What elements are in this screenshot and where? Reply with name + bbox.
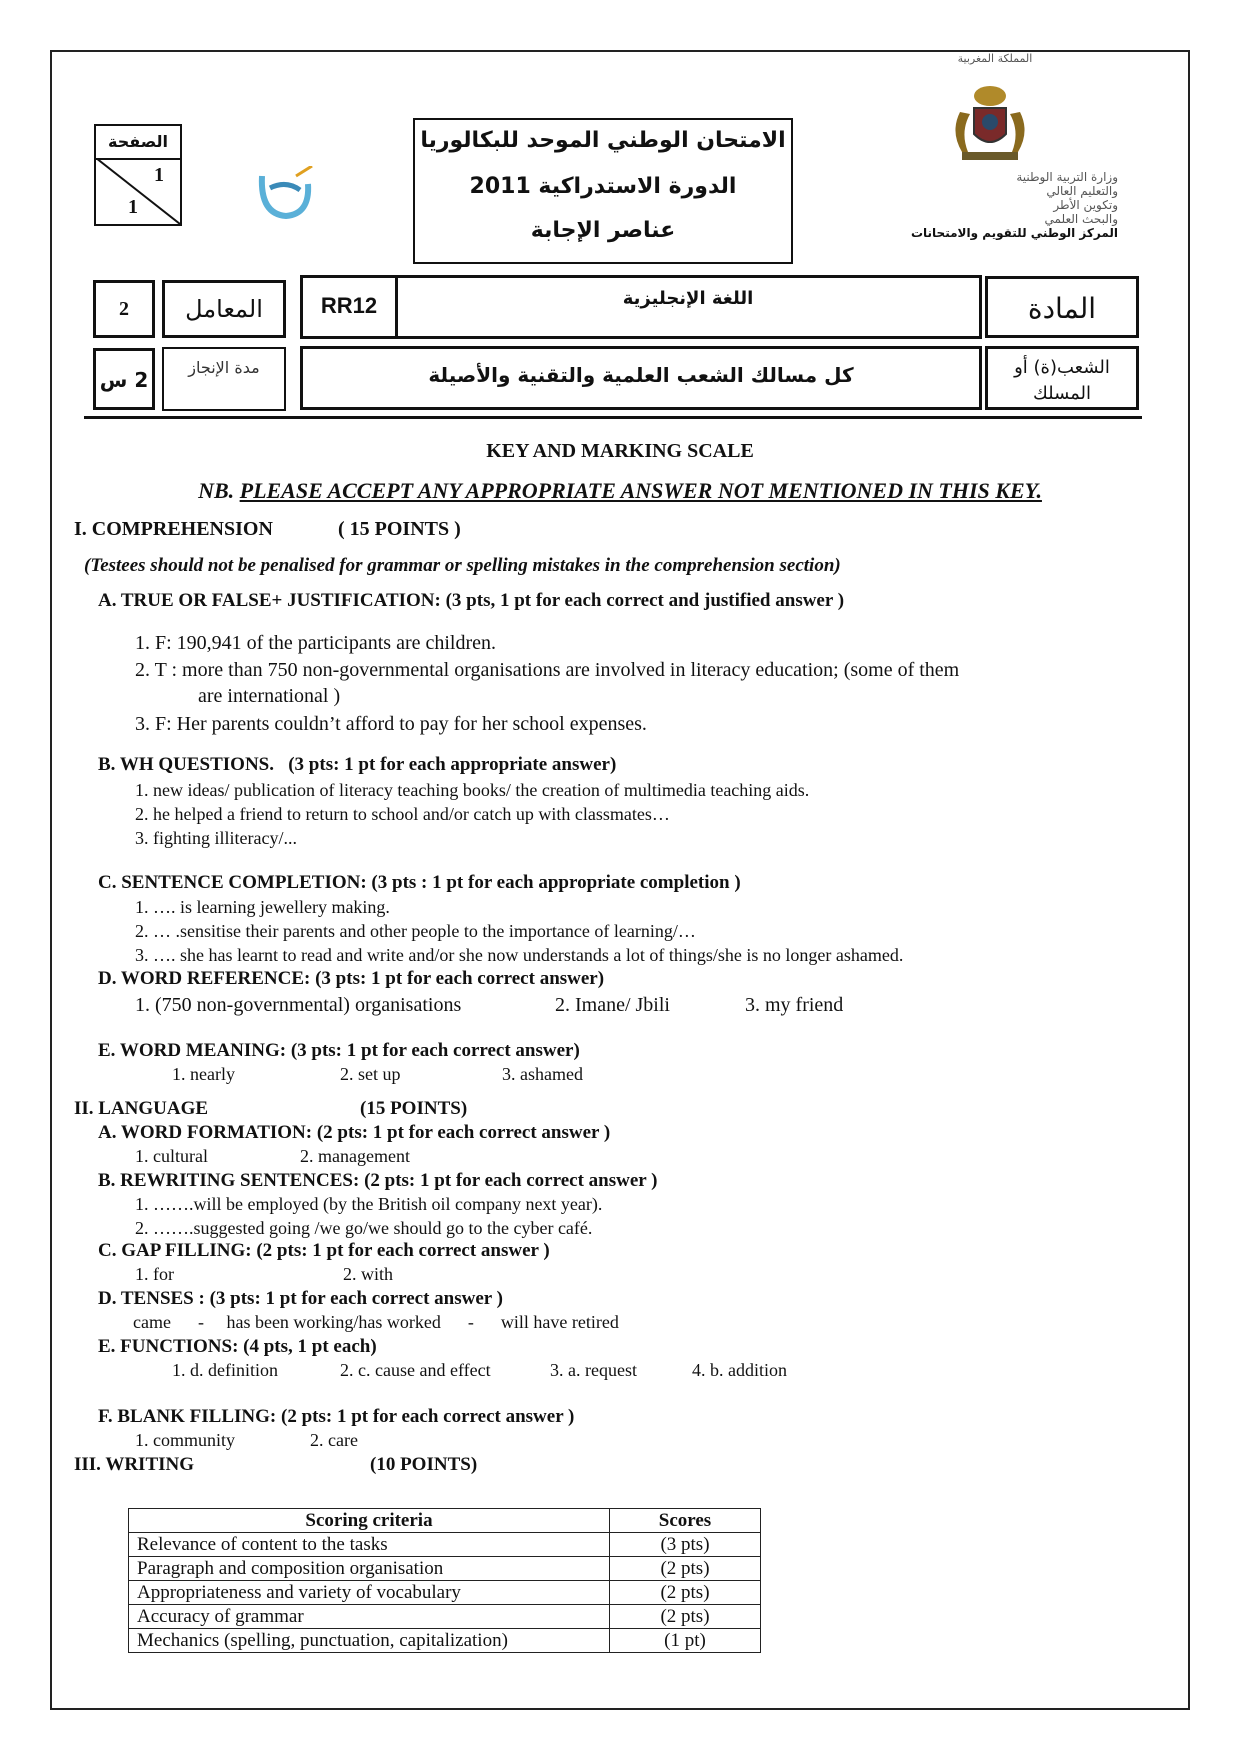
answer-line: 3. fighting illiteracy/... [135, 828, 297, 848]
criterion-cell: Relevance of content to the tasks [129, 1533, 610, 1557]
answer-elements: عناصر الإجابة [530, 218, 676, 243]
duration-label-box [162, 347, 286, 411]
score-cell: (2 pts) [610, 1581, 761, 1605]
subsection-heading: E. FUNCTIONS: (4 pts, 1 pt each) [98, 1336, 377, 1357]
answer-line: 2. Imane/ Jbili [555, 994, 670, 1016]
subsection-title: B. WH QUESTIONS. [98, 754, 274, 775]
answer-line: 3. F: Her parents couldn’t afford to pay for her school expenses. [135, 713, 647, 735]
subsection-heading: D. WORD REFERENCE: (3 pts: 1 pt for each correct answer) [98, 968, 605, 989]
column-header: Scoring criteria [129, 1509, 610, 1533]
answer-line: 1. community [135, 1430, 235, 1450]
subsection-heading: A. WORD FORMATION: (2 pts: 1 pt for each correct answer ) [98, 1122, 611, 1143]
subsection-heading: B. REWRITING SENTENCES: (2 pts: 1 pt for each correct answer ) [98, 1170, 658, 1191]
page-number-box [94, 124, 182, 226]
duration-label: مدة الإنجاز [188, 358, 260, 377]
subject-name: اللغة الإنجليزية [622, 288, 754, 309]
ministry-block [870, 170, 1118, 240]
branch-box [300, 346, 982, 410]
ministry-line: وتكوين الأطر [1053, 198, 1118, 212]
ministry-line: والبحث العلمي [1044, 212, 1118, 226]
score-cell: (1 pt) [610, 1629, 761, 1653]
table-row [129, 1533, 761, 1557]
answer-line: 1. …. is learning jewellery making. [135, 897, 390, 917]
answer-line: 2. T : more than 750 non-governmental organisations are involved in literacy education; (some of them [135, 659, 960, 681]
header-rule [84, 416, 1142, 419]
answer-line: 2. …….suggested going /we go/we should go to the cyber café. [135, 1218, 593, 1238]
answer-line: 2. care [310, 1430, 358, 1450]
diagonal-divider [96, 158, 180, 224]
answer-line: 2. … .sensitise their parents and other people to the importance of learning/… [135, 921, 696, 941]
answer-line: came - has been working/has worked - will have retired [133, 1312, 619, 1332]
coef-value: 2 [119, 298, 129, 320]
subsection-heading [98, 754, 616, 776]
answer-line: 1. nearly [172, 1064, 235, 1084]
coef-value-box [93, 280, 155, 338]
section-heading: I. COMPREHENSION [74, 518, 273, 540]
page-title: KEY AND MARKING SCALE [486, 440, 754, 462]
section-points: ( 15 POINTS ) [338, 518, 461, 540]
duration-value-box [93, 348, 155, 410]
subject-label-box [985, 276, 1139, 338]
page-total: 1 [128, 196, 138, 218]
subsection-heading: A. TRUE OR FALSE+ JUSTIFICATION: (3 pts, 1 pt for each correct and justified answer ) [98, 590, 845, 611]
section-heading: III. WRITING [74, 1454, 195, 1475]
code-box [303, 278, 398, 336]
score-cell: (2 pts) [610, 1557, 761, 1581]
subject-label: المادة [1027, 292, 1097, 325]
section-points: (15 POINTS) [360, 1098, 468, 1119]
logo-icon [256, 166, 316, 224]
nb-text: PLEASE ACCEPT ANY APPROPRIATE ANSWER NOT MENTIONED IN THIS KEY. [239, 478, 1042, 503]
page-number: 1 [154, 164, 164, 186]
answer-line: 3. my friend [745, 994, 844, 1016]
coef-label-box [162, 280, 286, 338]
subsection-heading: C. GAP FILLING: (2 pts: 1 pt for each correct answer ) [98, 1240, 550, 1261]
ministry-line: وزارة التربية الوطنية [1016, 170, 1118, 184]
subject-code: RR12 [320, 293, 378, 318]
table-row [129, 1581, 761, 1605]
duration-value: 2 س [99, 368, 149, 392]
answer-line: 1. cultural [135, 1146, 208, 1166]
branch-label: الشعب(ة) أو المسلك [1014, 357, 1110, 404]
exam-session: الدورة الاستدراكية 2011 [469, 174, 737, 199]
exam-title: الامتحان الوطني الموحد للبكالوريا [420, 128, 786, 153]
scoring-table [128, 1508, 761, 1653]
answer-line: 1. for [135, 1264, 174, 1284]
answer-line: are international ) [198, 685, 341, 707]
answer-line: 1. d. definition [172, 1360, 278, 1380]
subsection-heading: E. WORD MEANING: (3 pts: 1 pt for each correct answer) [98, 1040, 580, 1061]
answer-line: 2. c. cause and effect [340, 1360, 491, 1380]
subsection-heading: D. TENSES : (3 pts: 1 pt for each correct answer ) [98, 1288, 503, 1309]
answer-line: 1. F: 190,941 of the participants are children. [135, 632, 497, 654]
comp-note: (Testees should not be penalised for grammar or spelling mistakes in the comprehension section) [84, 555, 841, 576]
criterion-cell: Mechanics (spelling, punctuation, capitalization) [129, 1629, 610, 1653]
score-cell: (2 pts) [610, 1605, 761, 1629]
answer-line: 1. …….will be employed (by the British oil company next year). [135, 1194, 603, 1214]
subject-box [300, 275, 982, 339]
answer-line: 3. ashamed [502, 1064, 583, 1084]
answer-line: 1. new ideas/ publication of literacy teaching books/ the creation of multimedia teaching aids. [135, 780, 810, 800]
criterion-cell: Paragraph and composition organisation [129, 1557, 610, 1581]
nb-prefix: NB. [198, 478, 240, 503]
criterion-cell: Accuracy of grammar [129, 1605, 610, 1629]
answer-line: 2. he helped a friend to return to school and/or catch up with classmates… [135, 804, 670, 824]
score-cell: (3 pts) [610, 1533, 761, 1557]
exam-title-box [413, 118, 793, 264]
answer-line: 2. management [300, 1146, 410, 1166]
branch-name: كل مسالك الشعب العلمية والتقنية والأصيلة [428, 363, 854, 387]
answer-line: 2. set up [340, 1064, 401, 1084]
column-header: Scores [610, 1509, 761, 1533]
nb-note [0, 478, 1240, 504]
section-heading: II. LANGUAGE [74, 1098, 209, 1119]
answer-line: 4. b. addition [692, 1360, 787, 1380]
subsection-heading: F. BLANK FILLING: (2 pts: 1 pt for each correct answer ) [98, 1406, 575, 1427]
branch-label-box [985, 346, 1139, 410]
center-name: المركز الوطني للتقويم والامتحانات [910, 226, 1118, 240]
table-row [129, 1605, 761, 1629]
coat-of-arms-icon [940, 82, 1040, 167]
ministry-line: والتعليم العالي [1046, 184, 1118, 198]
answer-line: 2. with [343, 1264, 394, 1284]
answer-line: 3. a. request [550, 1360, 637, 1380]
table-row [129, 1557, 761, 1581]
table-header-row [129, 1509, 761, 1533]
subsection-heading: C. SENTENCE COMPLETION: (3 pts : 1 pt for each appropriate completion ) [98, 872, 741, 893]
coef-label: المعامل [185, 295, 263, 323]
kingdom-label: المملكة المغربية [957, 52, 1033, 65]
section-points: (10 POINTS) [370, 1454, 478, 1475]
subsection-points: (3 pts: 1 pt for each appropriate answer) [288, 754, 617, 775]
answer-line: 3. …. she has learnt to read and write and/or she now understands a lot of things/she is no longer ashamed. [135, 945, 904, 965]
criterion-cell: Appropriateness and variety of vocabulary [129, 1581, 610, 1605]
page-label: الصفحة [96, 126, 180, 160]
table-row [129, 1629, 761, 1653]
answer-line: 1. (750 non-governmental) organisations [135, 994, 462, 1016]
